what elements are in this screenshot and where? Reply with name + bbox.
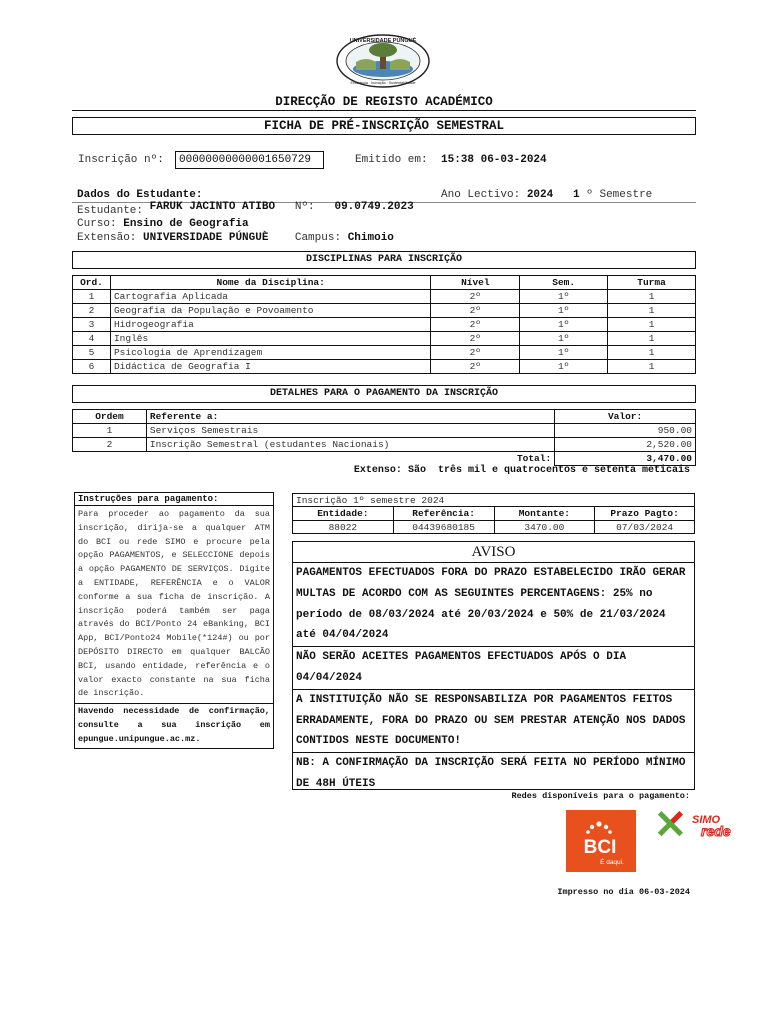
cell: Didáctica de Geografia I <box>110 360 430 374</box>
cell: Psicologia de Aprendizagem <box>110 346 430 360</box>
cell: 1º <box>520 290 608 304</box>
university-logo <box>336 34 430 88</box>
cell: 3 <box>73 318 111 332</box>
year-value: 2024 <box>526 189 554 201</box>
cell: Hidrogeografia <box>110 318 430 332</box>
simo-rede-logo <box>656 808 748 842</box>
cell: Geografia da População e Povoamento <box>110 304 430 318</box>
cell: 1º <box>520 346 608 360</box>
cell: 2º <box>431 304 520 318</box>
cell: 2 <box>73 438 147 452</box>
bci-logo <box>566 810 636 872</box>
logo-motto: Excelência · Inovação · Sustentabilidade <box>350 81 416 85</box>
col-header: Ordem <box>73 410 147 424</box>
cell: 1 <box>608 346 696 360</box>
instructions-title: Instruções para pagamento: <box>75 493 273 506</box>
col-header: Valor: <box>555 410 696 424</box>
notice-title: AVISO <box>293 542 694 563</box>
amount-in-words <box>72 465 690 476</box>
col-header: Entidade: <box>293 507 394 521</box>
registration-number: 00000000000001650729 <box>175 151 324 169</box>
cell: 1º <box>520 360 608 374</box>
cell: Inscrição Semestral (estudantes Nacionais) <box>146 438 554 452</box>
campus-label: Campus: <box>294 232 342 244</box>
extenso-value: São três mil e quatrocentos e setenta meticais <box>407 465 690 476</box>
student-name-line <box>77 201 414 217</box>
form-title: FICHA DE PRÉ-INSCRIÇÃO SEMESTRAL <box>72 117 696 135</box>
table-row <box>73 424 696 438</box>
payment-table <box>72 409 696 466</box>
payment-networks-label: Redes disponíveis para o pagamento: <box>511 791 690 801</box>
table-row <box>73 332 696 346</box>
cell: 4 <box>73 332 111 346</box>
academic-year <box>441 189 652 201</box>
extenso-label: Extenso: <box>353 465 402 476</box>
cell: 2º <box>431 360 520 374</box>
cell: 1 <box>608 290 696 304</box>
course-value: Ensino de Geografia <box>123 218 249 230</box>
extension-value: UNIVERSIDADE PÚNGUÈ <box>143 232 269 244</box>
logo-ring-text: UNIVERSIDADE PÚNGUÈ <box>349 38 417 44</box>
col-header: Turma <box>608 276 696 290</box>
cell: 1º <box>520 318 608 332</box>
table-row <box>73 304 696 318</box>
disciplines-title: DISCIPLINAS PARA INSCRIÇÃO <box>72 251 696 269</box>
cell: 1 <box>73 424 147 438</box>
course-label: Curso: <box>77 218 117 230</box>
student-name-label: Estudante: <box>77 205 144 217</box>
cell: 2º <box>431 290 520 304</box>
cell: 2º <box>431 346 520 360</box>
table-row <box>73 290 696 304</box>
notice-item: A INSTITUIÇÃO NÃO SE RESPONSABILIZA POR PAGAMENTOS FEITOS ERRADAMENTE, FORA DO PRAZO OU SEM PRESTAR ATENÇÃO NOS DADOS CONTIDOS NESTE DOCUMENTO! <box>293 690 694 753</box>
col-header: Sem. <box>520 276 608 290</box>
issued-label: Emitido em: <box>355 154 428 166</box>
disciplines-table <box>72 275 696 374</box>
table-row <box>73 438 696 452</box>
col-header: Referente a: <box>146 410 554 424</box>
col-header: Referência: <box>393 507 494 521</box>
instructions-footer: Havendo necessidade de confirmação, consulte a sua inscrição em epungue.unipungue.ac.mz. <box>75 703 273 747</box>
amount-value: 3470.00 <box>494 521 595 534</box>
col-header: Nome da Disciplina: <box>110 276 430 290</box>
cell: 2 <box>73 304 111 318</box>
printed-date: Impresso no dia 06-03-2024 <box>557 887 690 897</box>
registration-number-label: Inscrição nº: <box>78 154 164 166</box>
cell: 1 <box>73 290 111 304</box>
cell: 6 <box>73 360 111 374</box>
col-header: Ord. <box>73 276 111 290</box>
col-header: Nível <box>431 276 520 290</box>
campus-value: Chimoio <box>347 232 394 244</box>
student-id: 09.0749.2023 <box>334 201 414 213</box>
divider <box>72 110 696 111</box>
total-value: 3,470.00 <box>555 452 696 466</box>
cell: Inglês <box>110 332 430 346</box>
table-row <box>73 346 696 360</box>
instructions-body: Para proceder ao pagamento da sua inscrição, dirija-se a qualquer ATM do BCI ou rede SIMO e procure pela opção PAGAMENTOS, e SELECCIONE depois a opção PAGAMENTO DE SERVIÇOS. Digite a ENTIDADE, REFERÊNCIA e o VALOR conforme a sua ficha de inscrição. A inscrição poderá também ser paga através do BCI/Ponto 24 eBanking, BCI App, BCI/Ponto24 Mobile(*124#) ou por DEPÓSITO DIRECTO em qualquer BALCÃO BCI, usando entidade, referência e o valor exacto constante na sua ficha de inscrição. <box>78 509 270 699</box>
cell: 5 <box>73 346 111 360</box>
col-header: Prazo Pagto: <box>595 507 695 521</box>
student-id-label: Nº: <box>294 201 315 213</box>
cell: Serviços Semestrais <box>146 424 554 438</box>
cell: Cartografia Aplicada <box>110 290 430 304</box>
cell: 2º <box>431 332 520 346</box>
deadline-value: 07/03/2024 <box>595 521 695 534</box>
col-header: Montante: <box>494 507 595 521</box>
notice-item: NÃO SERÃO ACEITES PAGAMENTOS EFECTUADOS APÓS O DIA 04/04/2024 <box>293 647 694 690</box>
year-label: Ano Lectivo: <box>441 189 521 201</box>
table-row <box>73 318 696 332</box>
cell: 1 <box>608 304 696 318</box>
entity-value: 88022 <box>293 521 394 534</box>
notice-box <box>292 541 695 790</box>
extension-line <box>77 232 394 244</box>
semester-label: º Semestre <box>586 189 653 201</box>
semester-number: 1 <box>573 189 580 201</box>
student-name: FARUK JACINTO ATIBO <box>149 201 276 213</box>
cell: 1 <box>608 360 696 374</box>
total-row <box>73 452 696 466</box>
cell: 2º <box>431 318 520 332</box>
payment-instructions <box>74 492 274 749</box>
issued-datetime: 15:38 06-03-2024 <box>441 154 547 166</box>
notice-item: NB: A CONFIRMAÇÃO DA INSCRIÇÃO SERÁ FEITA NO PERÍODO MÍNIMO DE 48H ÚTEIS <box>296 757 686 790</box>
extension-label: Extensão: <box>77 232 137 244</box>
cell: 1º <box>520 304 608 318</box>
bci-tagline: É daqui. <box>600 859 624 866</box>
cell: 2,520.00 <box>555 438 696 452</box>
cell: 1º <box>520 332 608 346</box>
table-row <box>73 360 696 374</box>
total-label: Total: <box>516 452 552 464</box>
bci-logo-icon <box>566 810 636 872</box>
cell: 1 <box>608 332 696 346</box>
student-section-label: Dados do Estudante: <box>77 189 203 201</box>
bci-name: BCI <box>583 837 617 858</box>
simo-line2: rede <box>701 823 731 839</box>
reference-caption: Inscrição 1º semestre 2024 <box>293 494 695 507</box>
course-line <box>77 218 249 230</box>
cell: 950.00 <box>555 424 696 438</box>
payment-title: DETALHES PARA O PAGAMENTO DA INSCRIÇÃO <box>72 385 696 403</box>
simo-line1: SIMO <box>692 814 721 826</box>
payment-reference-table <box>292 493 695 534</box>
cell: 1 <box>608 318 696 332</box>
notice-item: PAGAMENTOS EFECTUADOS FORA DO PRAZO ESTABELECIDO IRÃO GERAR MULTAS DE ACORDO COM AS SEGUINTES PERCENTAGENS: 25% no período de 08/03/2024 até 20/03/2024 e 50% de 21/03/2024 até 04/04/2024 <box>293 563 694 647</box>
reference-value: 04439680185 <box>393 521 494 534</box>
directorate-title: DIRECÇÃO DE REGISTO ACADÉMICO <box>275 95 493 109</box>
